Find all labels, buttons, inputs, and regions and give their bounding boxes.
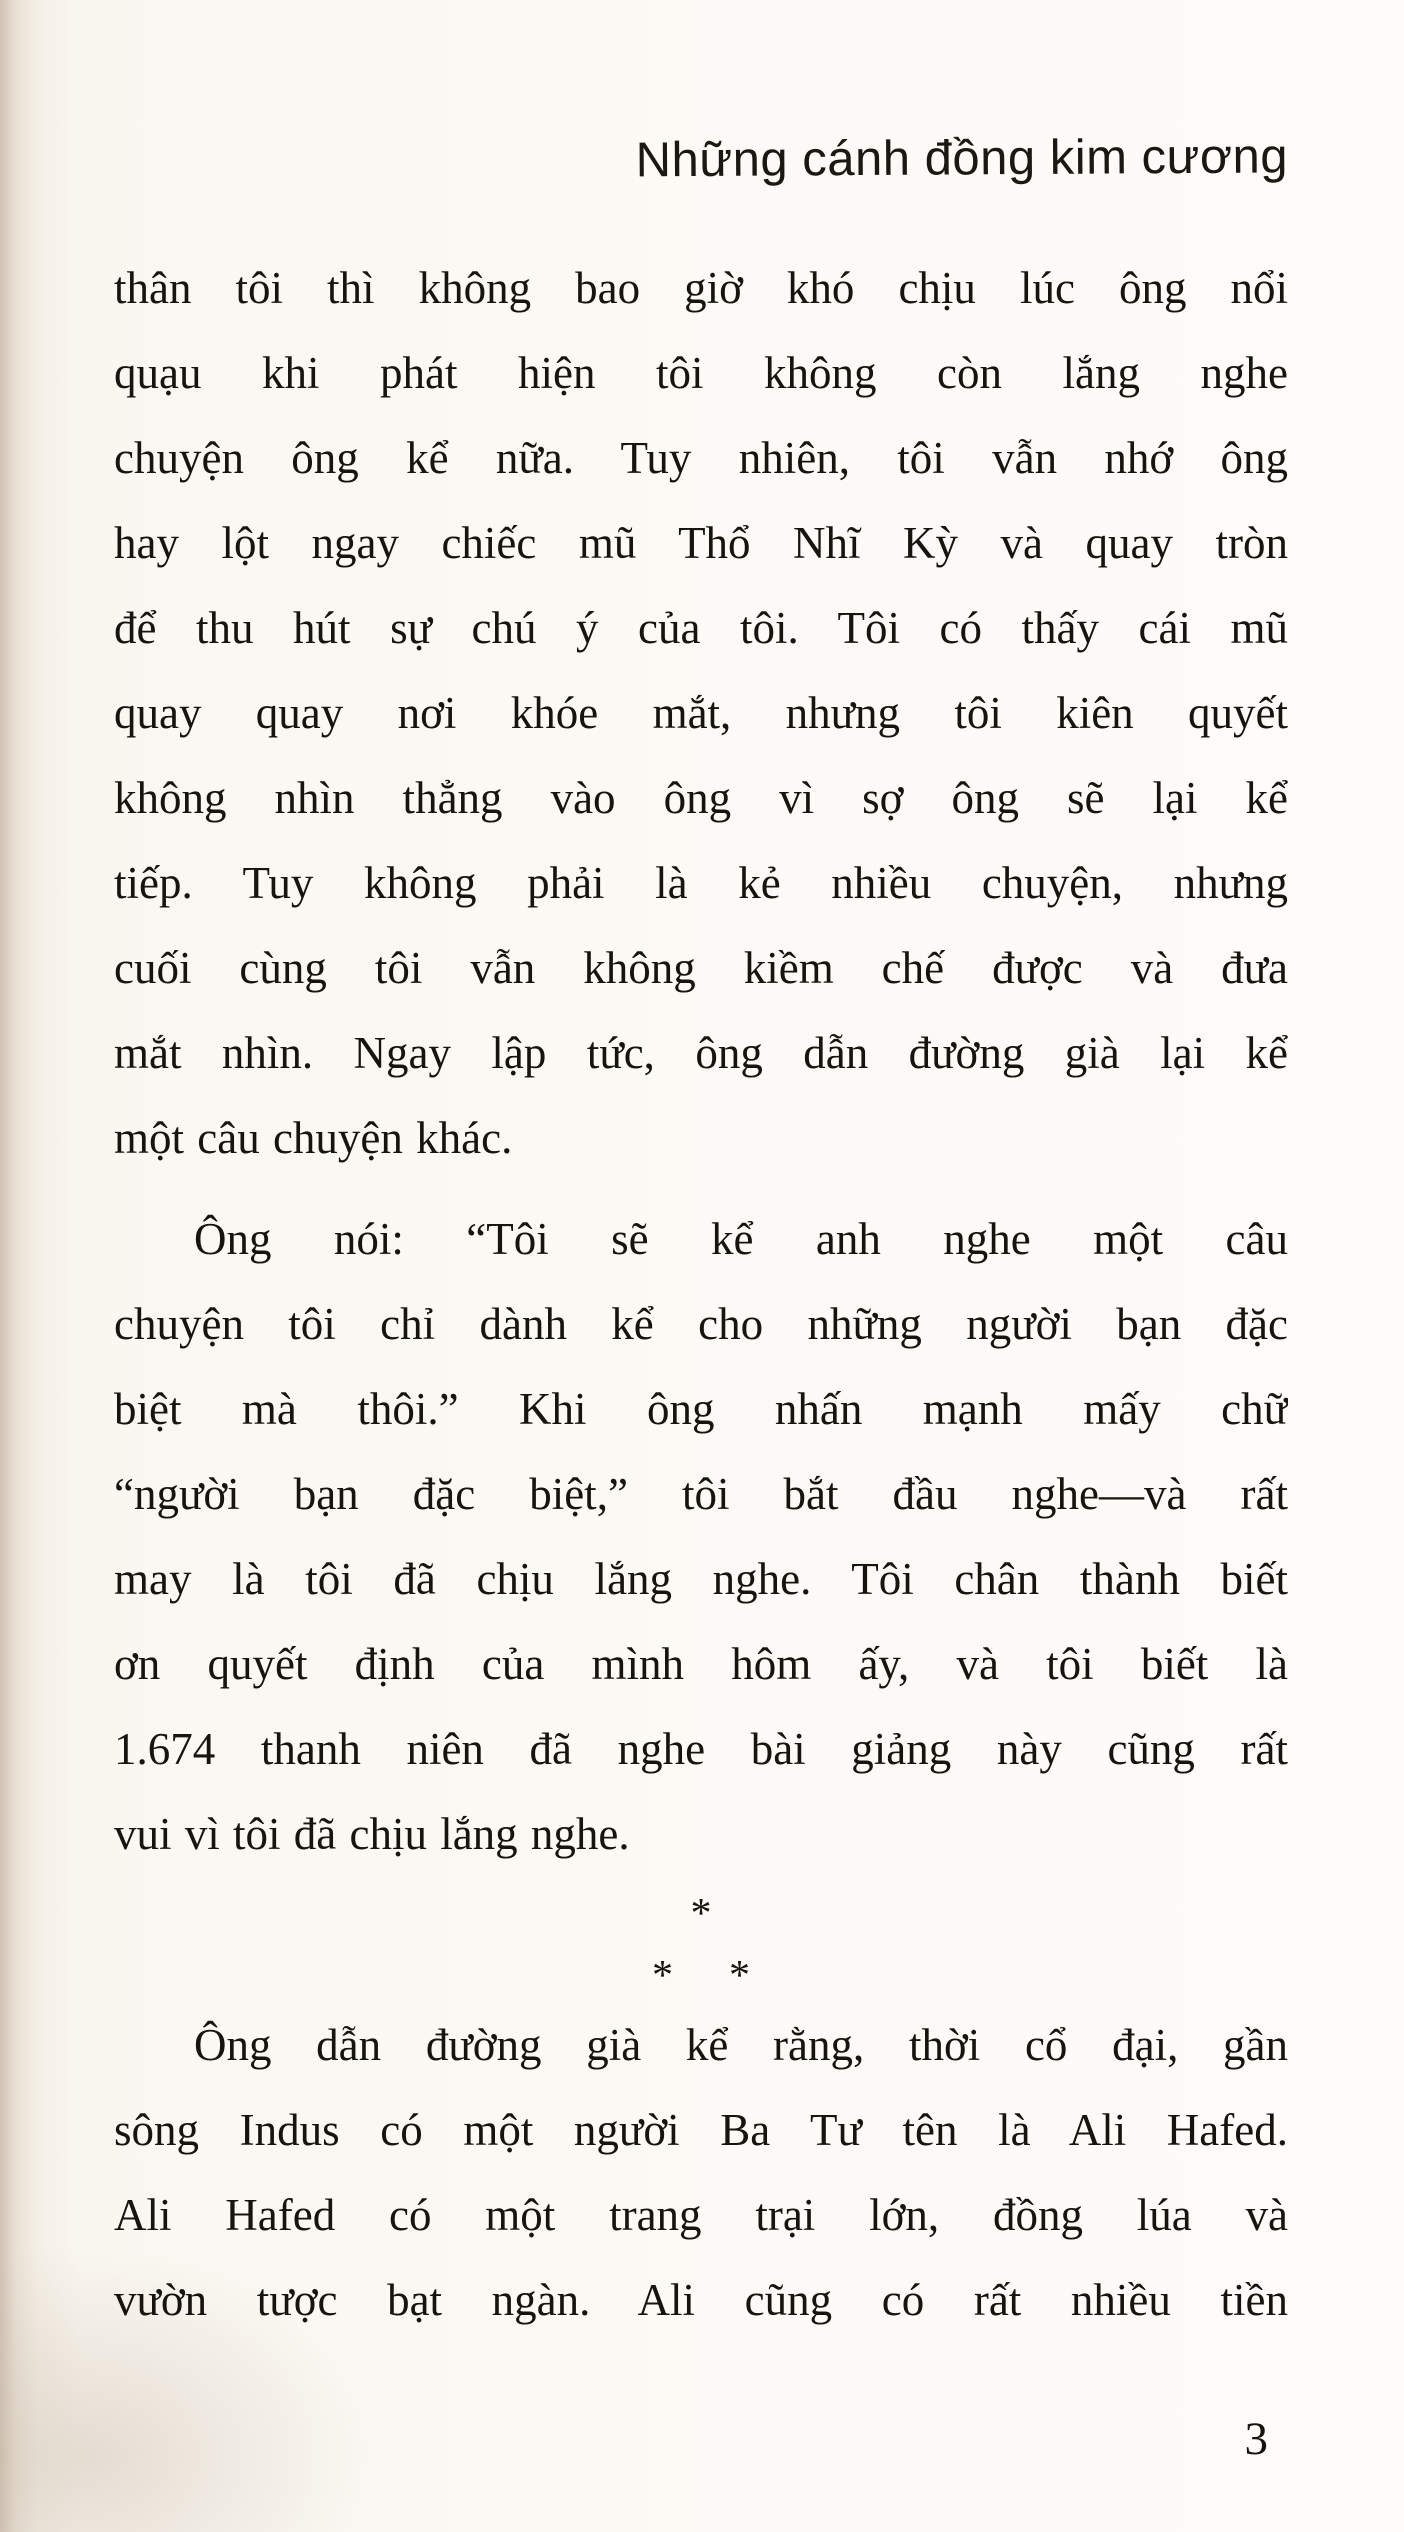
text-line: cuối cùng tôi vẫn không kiềm chế được và đưa: [114, 943, 1288, 993]
separator-row-top: [114, 1877, 1288, 1939]
text-line: Ali Hafed có một trang trại lớn, đồng lúa và: [114, 2190, 1288, 2240]
text-line: sông Indus có một người Ba Tư tên là Ali Hafed.: [114, 2105, 1288, 2155]
text-line: thân tôi thì không bao giờ khó chịu lúc ông nổi: [114, 263, 1288, 313]
text-line: một câu chuyện khác.: [114, 1113, 513, 1163]
separator-row-bottom: [114, 1939, 1288, 2001]
text-line: biệt mà thôi.” Khi ông nhấn mạnh mấy chữ: [114, 1384, 1288, 1434]
text-line: vườn tược bạt ngàn. Ali cũng có rất nhiều tiền: [114, 2275, 1288, 2325]
text-line: để thu hút sự chú ý của tôi. Tôi có thấy cái mũ: [114, 603, 1288, 653]
text-line: vui vì tôi đã chịu lắng nghe.: [114, 1809, 630, 1859]
asterisk-glyph: *: [729, 1953, 750, 1999]
text-line: Ông dẫn đường già kể rằng, thời cổ đại, gần: [194, 2020, 1288, 2070]
section-separator: [114, 1877, 1288, 2001]
text-line: hay lột ngay chiếc mũ Thổ Nhĩ Kỳ và quay tròn: [114, 518, 1288, 568]
text-line: quay quay nơi khóe mắt, nhưng tôi kiên quyết: [114, 688, 1288, 738]
text-line: chuyện tôi chỉ dành kể cho những người bạn đặc: [114, 1299, 1288, 1349]
page-content: [114, 0, 1288, 2532]
text-line: tiếp. Tuy không phải là kẻ nhiều chuyện, nhưng: [114, 858, 1288, 908]
text-line: chuyện ông kể nữa. Tuy nhiên, tôi vẫn nhớ ông: [114, 433, 1288, 483]
paragraph: [114, 1197, 1288, 1877]
asterisk-glyph: *: [652, 1953, 673, 1999]
asterisk-glyph: *: [690, 1891, 712, 1937]
body-text: [114, 246, 1288, 2343]
text-line: Ông nói: “Tôi sẽ kể anh nghe một câu: [194, 1214, 1288, 1264]
text-line: không nhìn thẳng vào ông vì sợ ông sẽ lại kể: [114, 773, 1288, 823]
page-number: 3: [1244, 2413, 1268, 2465]
running-header: Những cánh đồng kim cương: [635, 129, 1289, 188]
text-line: mắt nhìn. Ngay lập tức, ông dẫn đường già lại kể: [114, 1028, 1288, 1078]
paragraph: [114, 2003, 1288, 2343]
text-line: may là tôi đã chịu lắng nghe. Tôi chân thành biết: [114, 1554, 1288, 1604]
text-line: quạu khi phát hiện tôi không còn lắng nghe: [114, 348, 1288, 398]
text-line: ơn quyết định của mình hôm ấy, và tôi biết là: [114, 1639, 1288, 1689]
text-line: “người bạn đặc biệt,” tôi bắt đầu nghe—và rất: [114, 1469, 1288, 1519]
text-line: 1.674 thanh niên đã nghe bài giảng này cũng rất: [114, 1724, 1288, 1774]
paragraph: [114, 246, 1288, 1181]
